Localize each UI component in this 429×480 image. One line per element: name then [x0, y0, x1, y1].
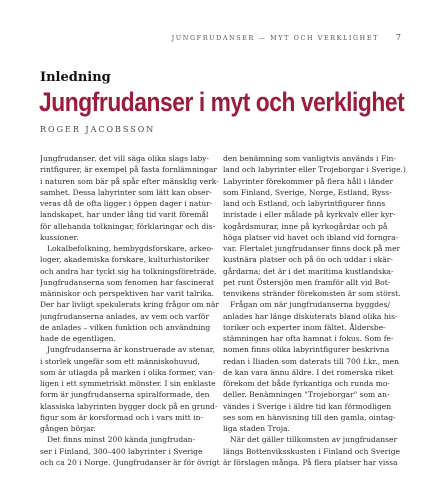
text-line: toriker och experter inom fältet. Åldersbe- — [223, 322, 386, 332]
section-label: Inledning — [40, 70, 111, 85]
author-name: ROGER JACOBSSON — [40, 125, 156, 134]
text-line: pet runt Östersjön men framför allt vid Bot- — [223, 277, 391, 287]
text-line: Labyrinter förekommer på flera håll i länder — [223, 176, 394, 186]
running-title: JUNGFRUDANSER — MYT OCH VERKLIGHET — [171, 34, 379, 42]
text-line: Jungfrudanserna som fenomen har fascinerat — [40, 277, 214, 287]
text-line: de anlades – vilken funktion och användning — [40, 322, 211, 332]
text-line: När det gäller tillkomsten av jungfrudanser — [230, 435, 398, 445]
text-line: människor och perspektiven har varit talrika. — [40, 289, 214, 298]
text-line: Jungfrudanser, det vill säga olika slags laby- — [40, 154, 209, 163]
text-line: kussioner. — [40, 232, 79, 242]
text-line: klassiska labyrinten bygger dock på en grund- — [40, 401, 218, 411]
text-line: Lokalbefolkning, hembygdsforskare, arkeo- — [47, 244, 214, 253]
text-line: land och labyrinter eller Trojeborgar i Sverige.) — [223, 165, 406, 175]
text-line: längs Bottenviksskusten i Finland och Sverige — [223, 446, 400, 456]
text-line: kogårdsmurar, inne på kyrkogårdar och på — [223, 221, 388, 231]
text-line: tenvikens stränder förekomsten är som störst. — [223, 289, 401, 298]
text-line: inristade i eller målade på kyrkvalv eller kyr- — [223, 210, 396, 220]
text-line: gången börjar. — [40, 424, 96, 433]
text-line: landskapet, har under lång tid varit föremål — [40, 210, 209, 220]
text-line: veras då de ofta ligger i öppen dager i natur- — [40, 199, 213, 208]
page-number: 7 — [395, 33, 401, 42]
text-line: Det finns minst 200 kända jungfrudan- — [47, 435, 196, 445]
text-line: den benämning som vanligtvis används i Fin- — [223, 154, 396, 163]
text-line: som är utlagda på marken i olika former, van- — [40, 367, 216, 377]
text-line: för allehanda tolkningar, förklaringar och dis- — [40, 221, 216, 231]
text-line: är förslagen många. På flera platser har vissa — [223, 457, 398, 467]
text-line: i storlek ungefär som ett människohuvud, — [40, 356, 200, 366]
text-line: form är jungfrudanserna spiralformade, den — [40, 390, 210, 400]
text-line: ses som en hänvisning till den gamla, ointag- — [223, 412, 396, 422]
text-line: jungfrudanserna anlades, av vem och varför — [40, 311, 210, 321]
text-line: i naturen som bär på spår efter mänsklig verk- — [40, 176, 219, 186]
body-column-right — [223, 153, 407, 468]
text-line: land och Estland, och labyrintfigurer finns — [223, 199, 386, 208]
text-line: ser i Finland, 300–400 labyrinter i Sverige — [40, 446, 203, 456]
text-line: liga staden Troja. — [223, 424, 290, 433]
text-line: stämningen har ofta hamnat i fokus. Som fe- — [223, 334, 394, 343]
text-line: ligen i ett symmetriskt mönster. I sin enklaste — [40, 379, 216, 388]
text-line: och ca 20 i Norge. (Jungfrudanser är för övrigt — [40, 457, 220, 467]
text-line: deller. Benämningen "Trojeborgar" som an- — [223, 390, 390, 400]
text-line: redan i Iliaden som daterats till 700 f.kr., men — [223, 356, 399, 366]
text-line: höga platser vid havet och ibland vid forngra- — [223, 232, 399, 242]
text-line: förekom det både fyrkantiga och runda mo- — [223, 379, 390, 388]
text-line: gårdarna; det är i det maritima kustlandska- — [223, 266, 394, 276]
text-line: som Finland, Sverige, Norge, Estland, Ryss- — [223, 187, 392, 197]
text-line: figur som är korsformad och i vars mitt in- — [40, 412, 203, 422]
body-column-left — [40, 153, 222, 468]
text-line: var. Flertalet jungfrudanser finns dock på mer — [223, 244, 401, 253]
text-line: kustnära platser och på ön och uddar i skär- — [223, 255, 393, 265]
text-line: vändes i Sverige i äldre tid kan förmodligen — [223, 401, 392, 411]
text-line: samhet. Dessa labyrinter som lätt kan obser- — [40, 187, 212, 197]
text-line: de kan vara ännu äldre. I det romerska riket — [223, 367, 394, 377]
text-line: nomen finns olika labyrintfigurer beskrivna — [223, 345, 390, 355]
text-line: anlades har länge diskuterats bland olika his- — [223, 311, 398, 321]
running-header — [0, 34, 429, 46]
text-line: och andra har tyckt sig ha tolkningsföreträde. — [40, 266, 217, 276]
text-line: Jungfrudanserna är konstruerade av stenar, — [47, 345, 215, 355]
article-title: Jungfrudanser i myt och verklighet — [39, 87, 405, 117]
text-line: Der har livligt spekulerats kring frågor om när — [40, 300, 219, 310]
text-line: rintfigurer, är exempel på fasta fornlämningar — [40, 165, 218, 175]
text-line: hade de egentligen. — [40, 334, 116, 343]
text-line: Frågan om när jungfrudanserna byggdes/ — [230, 300, 390, 310]
text-line: loger, akademiska forskare, kulturhistoriker — [40, 255, 210, 265]
